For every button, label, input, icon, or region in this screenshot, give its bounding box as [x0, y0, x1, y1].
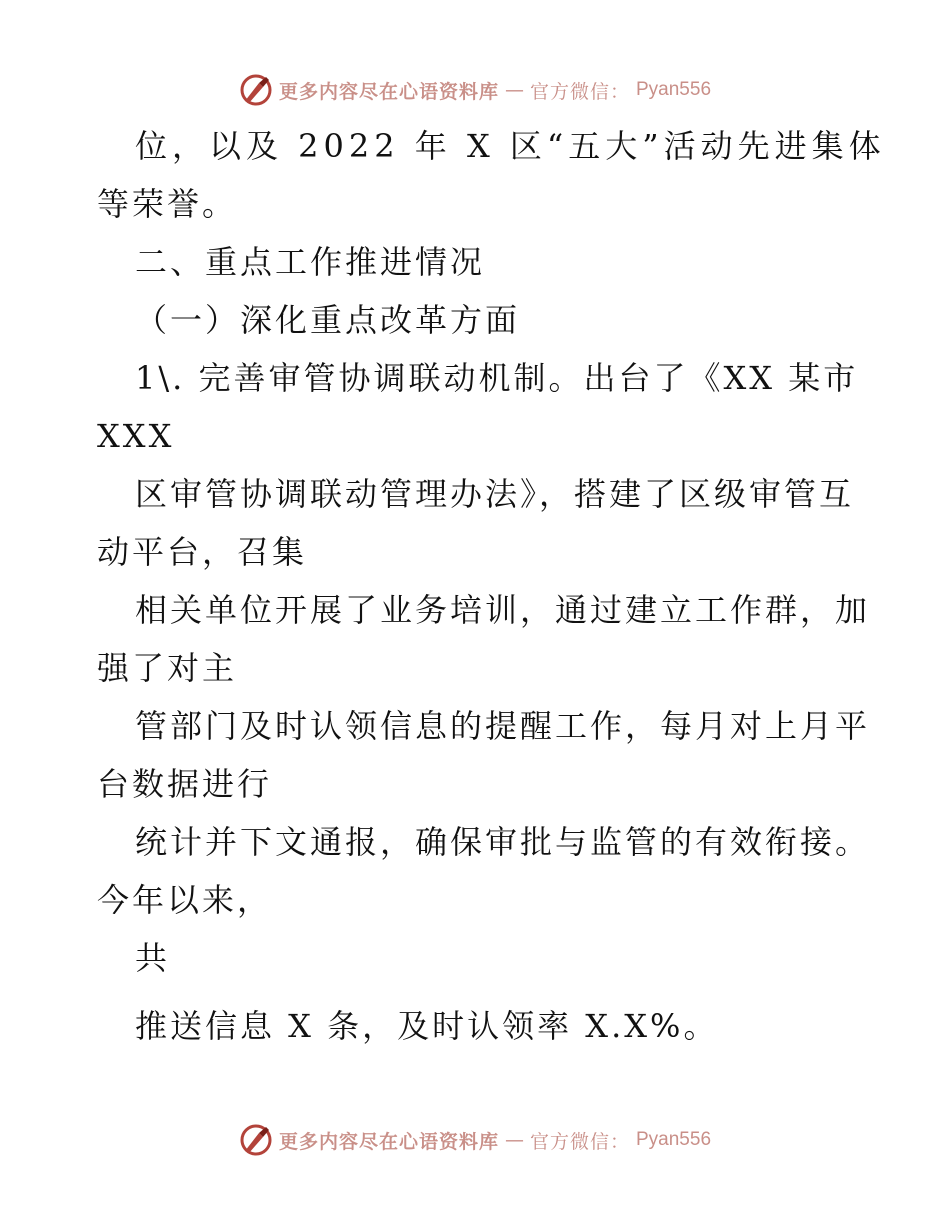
quill-pen-logo-icon	[239, 1123, 273, 1157]
body-line-11: 管部门及时认领信息的提醒工作，每月对上月平	[135, 707, 871, 745]
watermark-text: 更多内容尽在心语资料库	[278, 1130, 499, 1153]
watermark-wechat-id: Pyan556	[636, 79, 712, 100]
section-heading: 二、重点工作推进情况	[135, 243, 486, 281]
body-line-2: 等荣誉。	[97, 185, 238, 223]
watermark-banner-top	[0, 70, 950, 110]
body-line-6: XXX	[97, 417, 175, 455]
quill-pen-logo-icon	[239, 73, 273, 107]
watermark-dash: —	[504, 79, 524, 101]
watermark-wechat-label: 官方微信：	[529, 1130, 630, 1153]
body-line-13: 统计并下文通报，确保审批与监管的有效衔接。	[135, 823, 871, 861]
body-line-15: 共	[135, 939, 171, 977]
watermark-dash: —	[504, 1129, 524, 1151]
body-line-5: 1\. 完善审管协调联动机制。出台了《XX 某市	[135, 359, 859, 397]
body-line-8: 动平台，召集	[97, 533, 308, 571]
body-line-10: 强了对主	[97, 649, 238, 687]
watermark-banner-bottom	[0, 1120, 950, 1160]
watermark-text: 更多内容尽在心语资料库	[278, 80, 499, 103]
watermark-wechat-label: 官方微信：	[529, 80, 630, 103]
body-line-7: 区审管协调联动管理办法》，搭建了区级审管互	[135, 475, 855, 513]
subsection-heading: （一）深化重点改革方面	[135, 301, 521, 339]
watermark-wechat-id: Pyan556	[636, 1129, 712, 1150]
body-line-16: 推送信息 X 条，及时认领率 X.X%。	[135, 1007, 719, 1045]
body-line-9: 相关单位开展了业务培训，通过建立工作群，加	[135, 591, 871, 629]
body-line-12: 台数据进行	[97, 765, 273, 803]
body-line-1: 位，以及 2022 年 X 区“五大”活动先进集体	[135, 127, 886, 165]
body-line-14: 今年以来，	[97, 881, 273, 919]
